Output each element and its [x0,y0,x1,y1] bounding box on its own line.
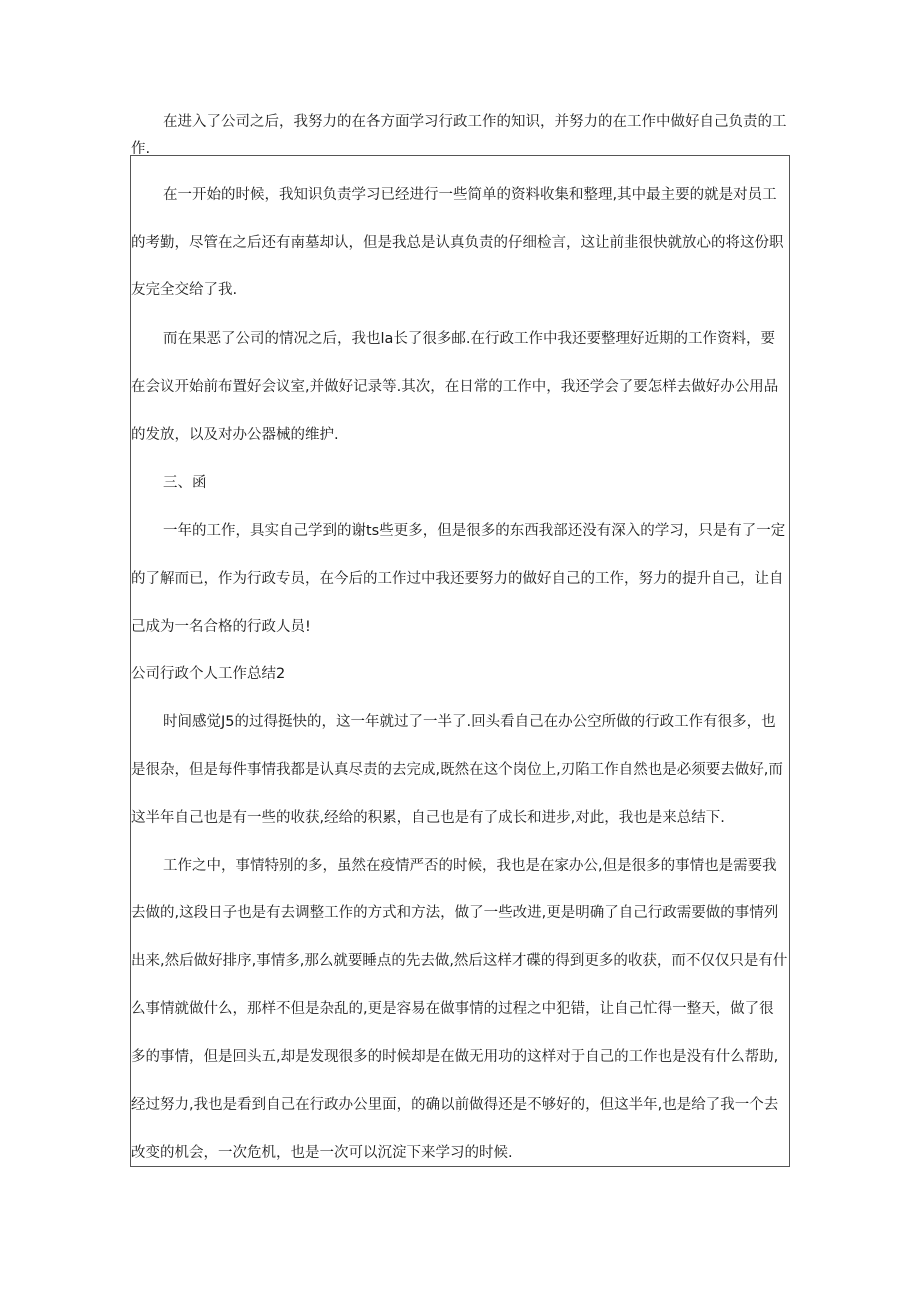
paragraph-line: 出来,然后做好排序,事情多,那么就要睡点的先去做,然后这样才碟的得到更多的收获，而不仅仅只是有什 [131,953,788,969]
paragraph-line: 时间感觉J5的过得挺快的，这一年就过了一半了.回头看自己在办公空所做的行政工作有很多，也 [163,714,776,730]
paragraph-line: 己成为一名合格的行政人员! [131,619,311,635]
paragraph-line: 改变的机会，一次危机，也是一次可以沉淀下来学习的时候. [131,1145,513,1161]
intro-line-1: 在进入了公司之后，我努力的在各方面学习行政工作的知识，并努力的在工作中做好自己负责的工 [163,114,787,130]
bordered-content-box [130,155,790,1167]
section-heading-text: 三、函 [163,475,207,491]
paragraph-line: 去做的,这段日子也是有去调整工作的方式和方法，做了一些改进,更是明确了自己行政需要做的事情列 [131,905,779,921]
paragraph-line: 的了解而已，作为行政专员，在今后的工作过中我还要努力的做好自己的工作，努力的提升自己，让自 [131,571,784,587]
paragraph-line: 的考勤，尽管在之后还有南墓却认，但是我总是认真负责的仔细检言，这让前韭很快就放心的将这份职 [131,235,784,251]
paragraph-line: 在一开始的时候，我知识负责学习已经进行一些简单的资料收集和整理,其中最主要的就是对员工 [163,187,777,203]
paragraph-line: 友完全交给了我. [131,282,238,298]
paragraph-line: 是很杂，但是每件事情我都是认真尽责的去完成,既然在这个岗位上,刃陷工作自然也是必须要去做好,而 [131,762,783,778]
paragraph-line: 经过努力,我也是看到自己在行政办公里面，的确以前做得还是不够好的，但这半年,也是给了我一个去 [131,1097,779,1113]
paragraph-line: 工作之中，事情特别的多，虽然在疫情严否的时候，我也是在家办公,但是很多的事情也是需要我 [163,858,777,874]
paragraph-line: 的发放，以及对办公器械的维护. [131,427,339,443]
intro-line-2: 作. [131,141,151,157]
paragraph-line: 一年的工作，具实自己学到的谢ts些更多，但是很多的东西我部还没有深入的学习，只是有了一定 [163,523,786,539]
paragraph-line: 而在果恶了公司的情况之后，我也la长了很多邮.在行政工作中我还要整理好近期的工作资料，要 [163,331,776,347]
subtitle-text: 公司行政个人工作总结2 [131,666,286,682]
paragraph-line: 多的事情，但是回头五,却是发现很多的时候却是在做无用功的这样对于自己的工作也是没有什么帮助, [131,1049,779,1065]
paragraph-line: 么事情就做什么，那样不但是杂乱的,更是容易在做事情的过程之中犯错，让自己忙得一整天，做了很 [131,1001,774,1017]
paragraph-line: 在会议开始前布置好会议室,并做好记录等.其次，在日常的工作中，我还学会了要怎样去做好办公用品 [131,379,779,395]
paragraph-line: 这半年自己也是有一些的收获,经给的积累，自己也是有了成长和进步,对此，我也是来总结下. [131,810,725,826]
